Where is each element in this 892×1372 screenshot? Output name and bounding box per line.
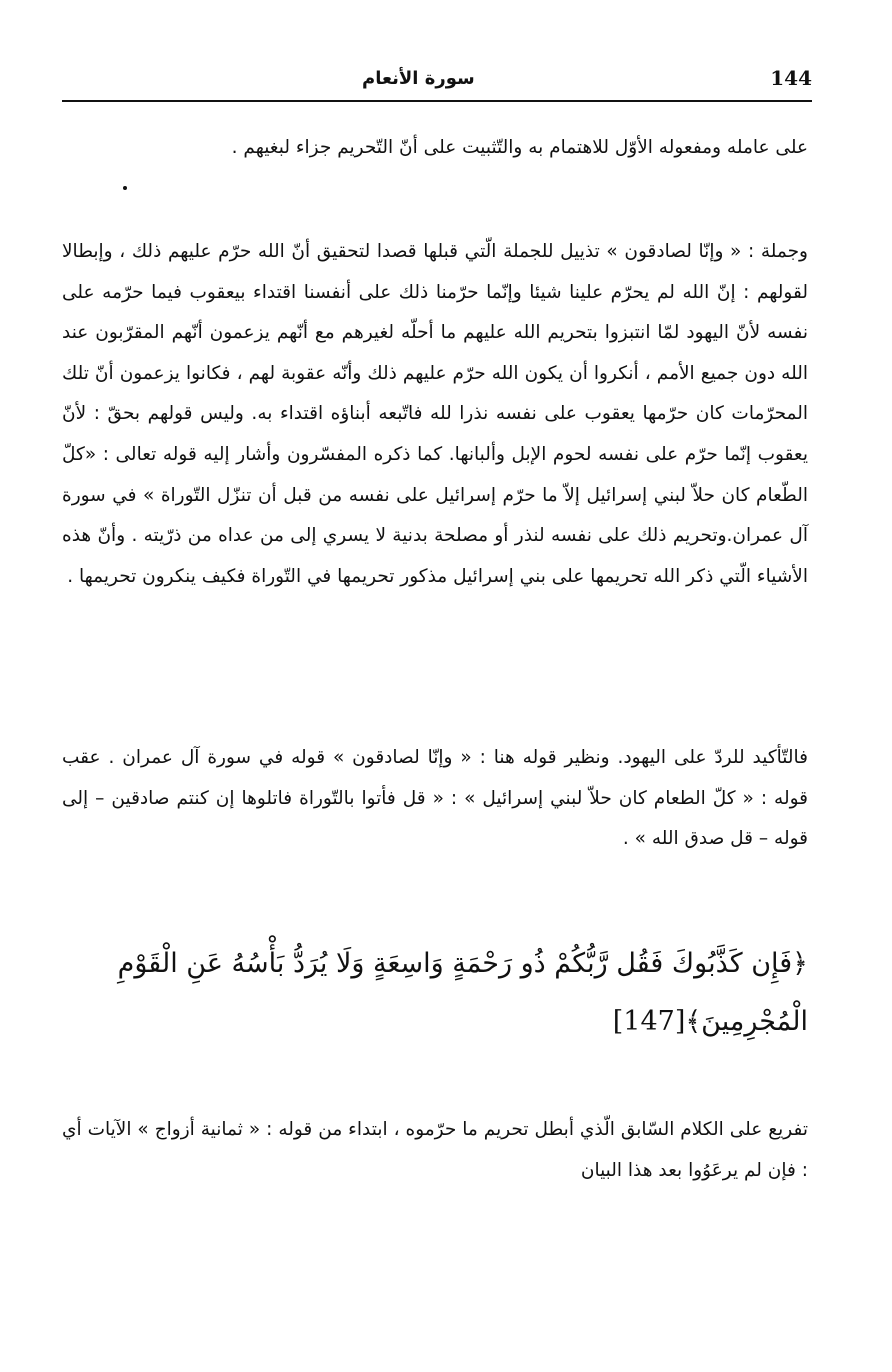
paragraph-4: تفريع على الكلام السّابق الّذي أبطل تحريم ما حرّموه ، ابتداء من قوله : « ثمانية أزواج » الآيات أي : فإن لم يرعَوُوا بعد هذا البيان [62, 1119, 808, 1181]
paragraph-1: على عامله ومفعوله الأوّل للاهتمام به والتّثبيت على أنّ التّحريم جزاء لبغيهم . [231, 137, 808, 158]
surah-title: سورة الأنعام [362, 68, 475, 89]
page-header [62, 60, 812, 102]
ink-dot [123, 186, 127, 190]
quran-verse: ﴿فَإِن كَذَّبُوكَ فَقُل رَّبُّكُمْ ذُو رَحْمَةٍ وَاسِعَةٍ وَلَا يُرَدُّ بَأْسُهُ عَنِ الْقَوْمِ الْمُجْرِمِينَ﴾[147] [117, 948, 808, 1037]
paragraph-2: وجملة : « وإنّا لصادقون » تذييل للجملة الّتي قبلها قصدا لتحقيق أنّ الله حرّم عليهم ذلك ، وإبطالا لقولهم : إنّ الله لم يحرّم علينا شيئا وإنّما حرّمنا ذلك على أنفسنا اقتداء بيعقوب فيما حرّمه على نفسه لأنّ اليهود لمّا انتبزوا بتحريم الله عليهم ما أحلّه لغيرهم مع أنّهم يزعمون أنّهم المقرّبون عند الله دون جميع الأمم ، أنكروا أن يكون الله حرّم عليهم ذلك وأنّه عقوبة لهم ، فكانوا يزعمون أنّ تلك المحرّمات كان حرّمها يعقوب على نفسه نذرا لله فاتّبعه أبناؤه اقتداء به. وليس قولهم بحقّ : لأنّ يعقوب إنّما حرّم على نفسه لحوم الإبل وألبانها. كما ذكره المفسّرون وأشار إليه قوله تعالى : «كلّ الطّعام كان حلاّ لبني إسرائيل إلاّ ما حرّم إسرائيل على نفسه من قبل أن تنزّل التّوراة » في سورة آل عمران.وتحريم ذلك على نفسه لنذر أو مصلحة بدنية لا يسري إلى من عداه من ذرّيته . وأنّ هذه الأشياء الّتي ذكر الله تحريمها على بني إسرائيل مذكور تحريمها في التّوراة فكيف ينكرون تحريمها . [62, 241, 808, 587]
page-number: 144 [770, 66, 812, 90]
paragraph-3: فالتّأكيد للردّ على اليهود. ونظير قوله هنا : « وإنّا لصادقون » قوله في سورة آل عمران . عقب قوله : « كلّ الطعام كان حلاّ لبني إسرائيل » : « قل فأتوا بالتّوراة فاتلوها إن كنتم صادقين – إلى قوله – قل صدق الله » . [62, 747, 808, 850]
